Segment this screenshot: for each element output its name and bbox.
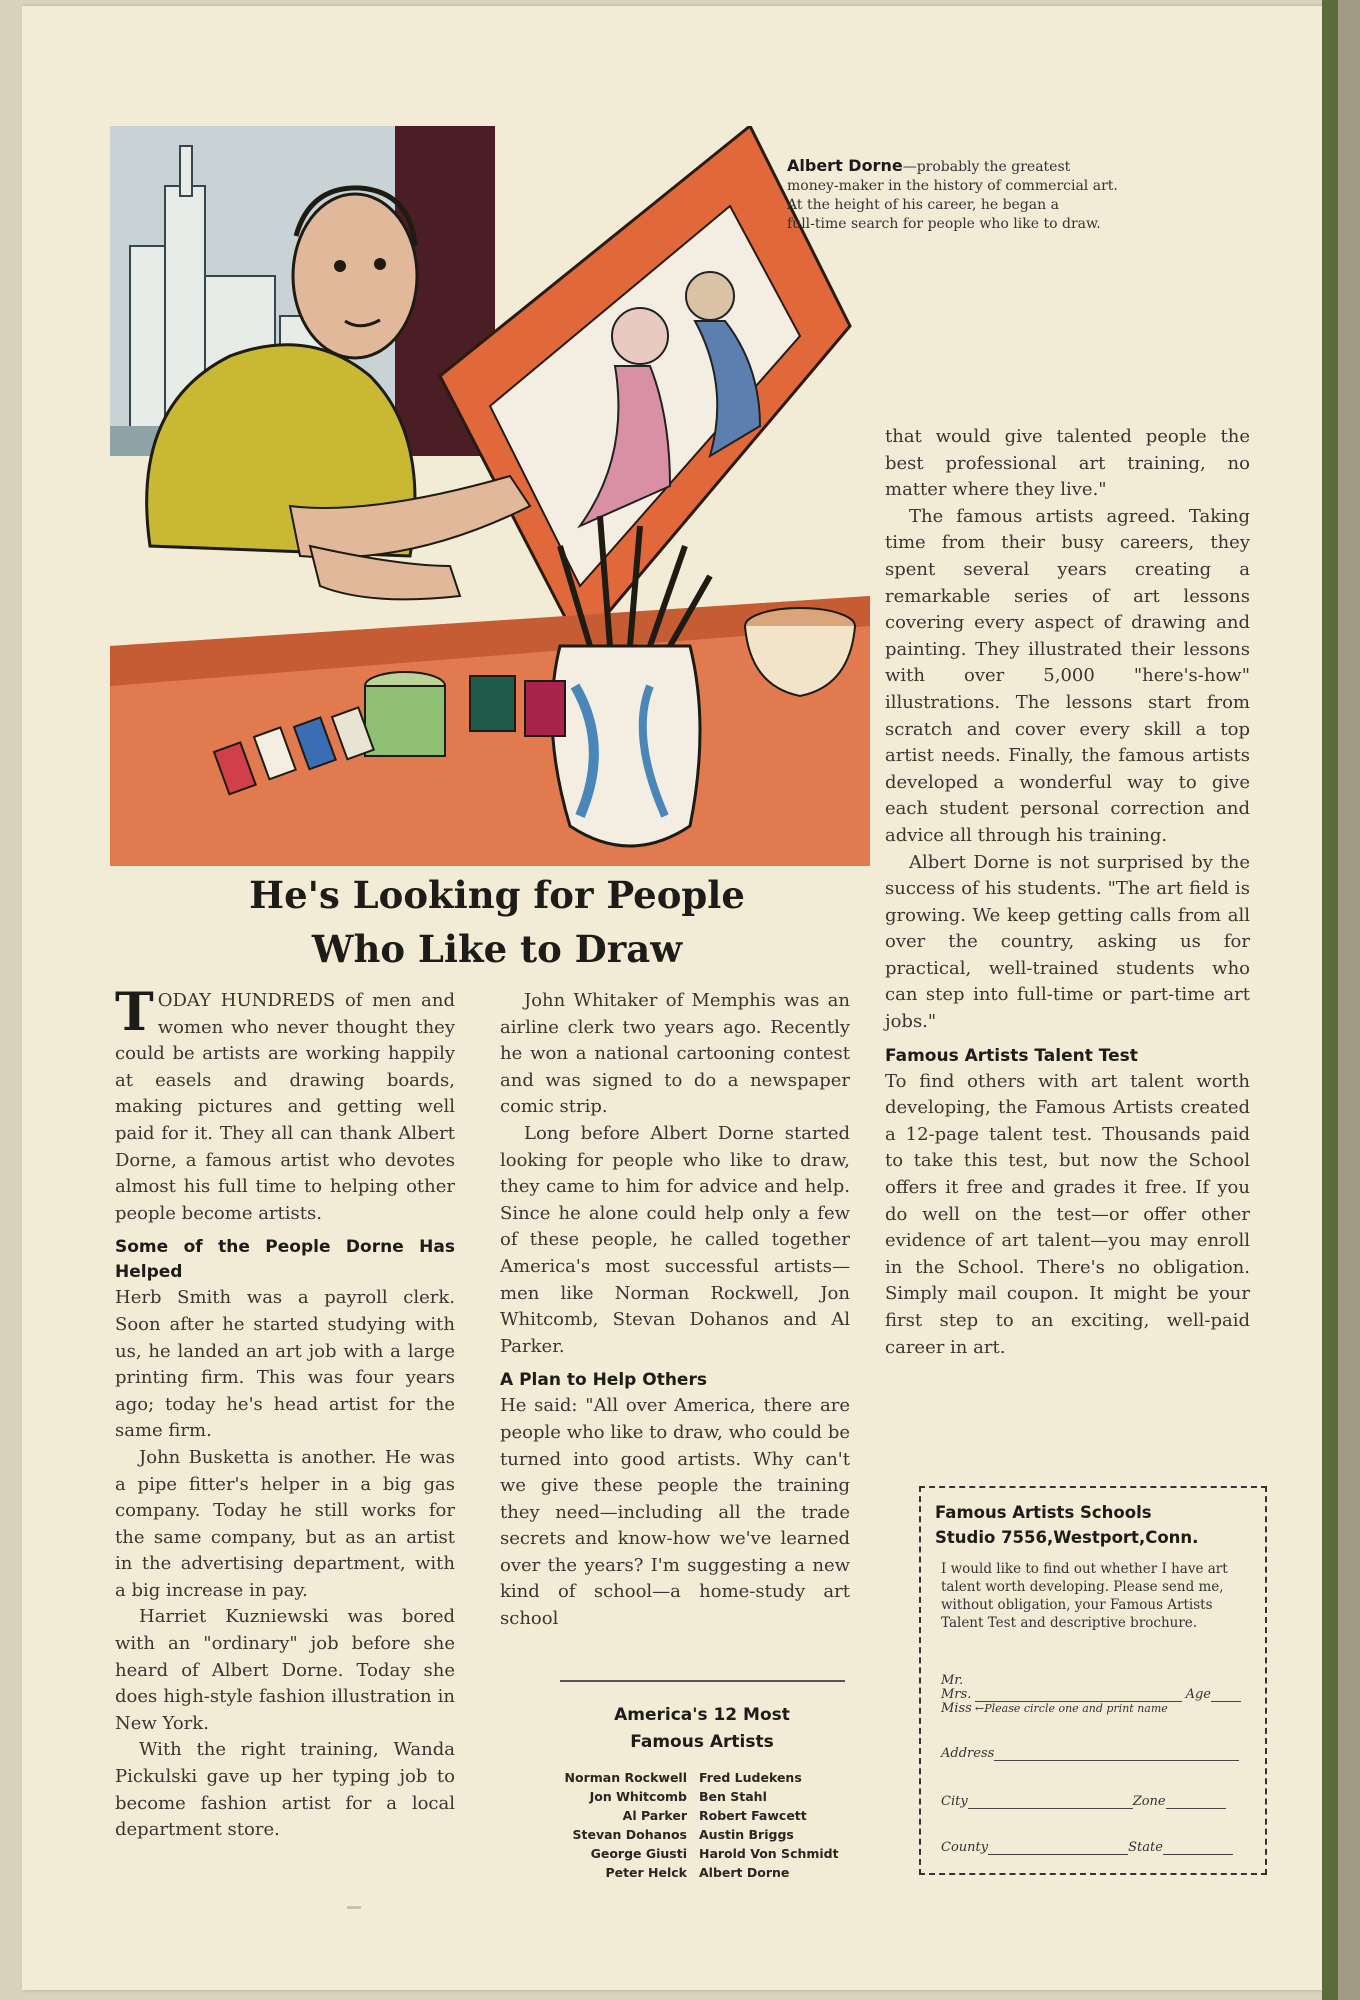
- albert-dorne-illustration: [110, 126, 870, 866]
- caption-name: Albert Dorne: [787, 156, 903, 175]
- famous-artists-list: [522, 1768, 902, 1882]
- list-item: Al Parker Robert Fawcett: [622, 1808, 807, 1823]
- section-heading-helped: Some of the People Dorne Has Helped: [115, 1237, 455, 1283]
- article-column-2: [500, 988, 850, 1633]
- intro-paragraph: TODAY HUNDREDS of men and women who never thought they could be artists are working happily at easels and drawing boards, making pictures and getting well paid for it. They all can thank Albert Dorne, a famous artist who devotes almost his full time to helping other people become artists.: [115, 982, 455, 1224]
- paragraph-harriet: Harriet Kuzniewski was bored with an "ordinary" job before she heard of Albert Dorne. Today she does high-style fashion illustration in New York.: [115, 1606, 455, 1734]
- list-item: Stevan Dohanos Austin Briggs: [572, 1827, 794, 1842]
- next-page-edge: [1322, 0, 1338, 2000]
- list-item: Norman Rockwell Fred Ludekens: [564, 1770, 802, 1785]
- coupon-body: I would like to find out whether I have art talent worth developing. Please send me, without obligation, your Famous Artists Talent Test and descriptive brochure.: [941, 1561, 1228, 1631]
- paragraph-long-before: Long before Albert Dorne started looking for people who like to draw, they came to him for advice and help. Since he alone could help only a few of these people, he called together America's most successful artists—men like Norman Rockwell, Jon Whitcomb, Stevan Dohanos and Al Parker.: [500, 1122, 850, 1357]
- caption-line-2: money-maker in the history of commercial art.: [787, 178, 1118, 194]
- headline-line-2: Who Like to Draw: [311, 927, 683, 971]
- paragraph-continued: that would give talented people the best professional art training, no matter where they live.": [885, 426, 1250, 501]
- paragraph-talent-test: To find others with art talent worth developing, the Famous Artists created a 12-page talent test. Thousands paid to take this test, but now the School offers it free and grades it free. If you do well on the test—or offer other evidence of art talent—you may enroll in the School. There's no obligation. Simply mail coupon. It might be your first step to an exciting, well-paid career in art.: [885, 1070, 1250, 1358]
- divider-rule: [560, 1680, 845, 1682]
- address-field[interactable]: Address: [941, 1746, 1241, 1761]
- paragraph-herb-smith: Herb Smith was a payroll clerk. Soon after he started studying with us, he landed an art job with a large printing firm. This was four years ago; today he's head artist for the same firm.: [115, 1287, 455, 1442]
- paragraph-john-whitaker: John Whitaker of Memphis was an airline clerk two years ago. Recently he won a national cartooning contest and was signed to do a newspaper comic strip.: [500, 990, 850, 1118]
- scan-border: [1338, 0, 1360, 2000]
- headline-line-1: He's Looking for People: [249, 873, 745, 917]
- paragraph-artists-agreed: The famous artists agreed. Taking time from their busy careers, they spent several years creating a remarkable series of art lessons covering every aspect of drawing and painting. They illustrated their lessons with over 5,000 "here's-how" illustrations. The lessons start from scratch and cover every skill a top artist needs. Finally, the famous artists developed a wonderful way to give each student personal correction and advice all through his training.: [885, 505, 1250, 846]
- coupon-title: Famous Artists Schools Studio 7556,Westport,Conn.: [935, 1503, 1199, 1547]
- circle-note: ←Please circle one and print name: [975, 1702, 1168, 1715]
- illustration-caption: [787, 156, 1177, 234]
- paragraph-john-busketta: John Busketta is another. He was a pipe fitter's helper in a big gas company. Today he still works for the same company, but as an artist in the advertising department, with a big increase in pay.: [115, 1446, 455, 1601]
- article-column-3: [885, 424, 1250, 1361]
- headline: [172, 868, 822, 976]
- drop-cap: T: [115, 982, 154, 1043]
- list-item: George Giusti Harold Von Schmidt: [590, 1846, 839, 1861]
- magazine-page: [22, 6, 1322, 1990]
- list-item: Peter Helck Albert Dorne: [605, 1865, 790, 1880]
- paragraph-not-surprised: Albert Dorne is not surprised by the success of his students. "The art field is growing. We keep getting calls from all over the country, asking us for practical, well-trained students who can step into full-time or part-time art jobs.": [885, 851, 1250, 1033]
- section-heading-plan: A Plan to Help Others: [500, 1370, 707, 1391]
- city-zone-field[interactable]: City Zone: [941, 1794, 1241, 1809]
- article-column-1: [115, 982, 455, 1844]
- page-smudge: [347, 1906, 361, 1909]
- county-state-field[interactable]: County State: [941, 1840, 1241, 1855]
- name-field[interactable]: Mr. Mrs. Miss Age ←Please circle one and print name: [941, 1674, 1241, 1716]
- caption-line-3: At the height of his career, he began a: [787, 197, 1059, 213]
- list-item: Jon Whitcomb Ben Stahl: [589, 1789, 767, 1804]
- caption-line-1: —probably the greatest: [902, 159, 1071, 175]
- paragraph-wanda: With the right training, Wanda Pickulski gave up her typing job to become fashion artist for a local department store.: [115, 1739, 455, 1841]
- famous-artists-title: America's 12 Most Famous Artists: [614, 1705, 790, 1752]
- caption-line-4: full-time search for people who like to draw.: [787, 216, 1101, 232]
- section-heading-talent-test: Famous Artists Talent Test: [885, 1045, 1138, 1066]
- paragraph-he-said: He said: "All over America, there are people who like to draw, who could be turned into good artists. Why can't we give these people the training they need—including all the trade secrets and know-how we've learned over the years? I'm suggesting a new kind of school—a home-study art school: [500, 1395, 850, 1630]
- mail-coupon[interactable]: [919, 1486, 1267, 1875]
